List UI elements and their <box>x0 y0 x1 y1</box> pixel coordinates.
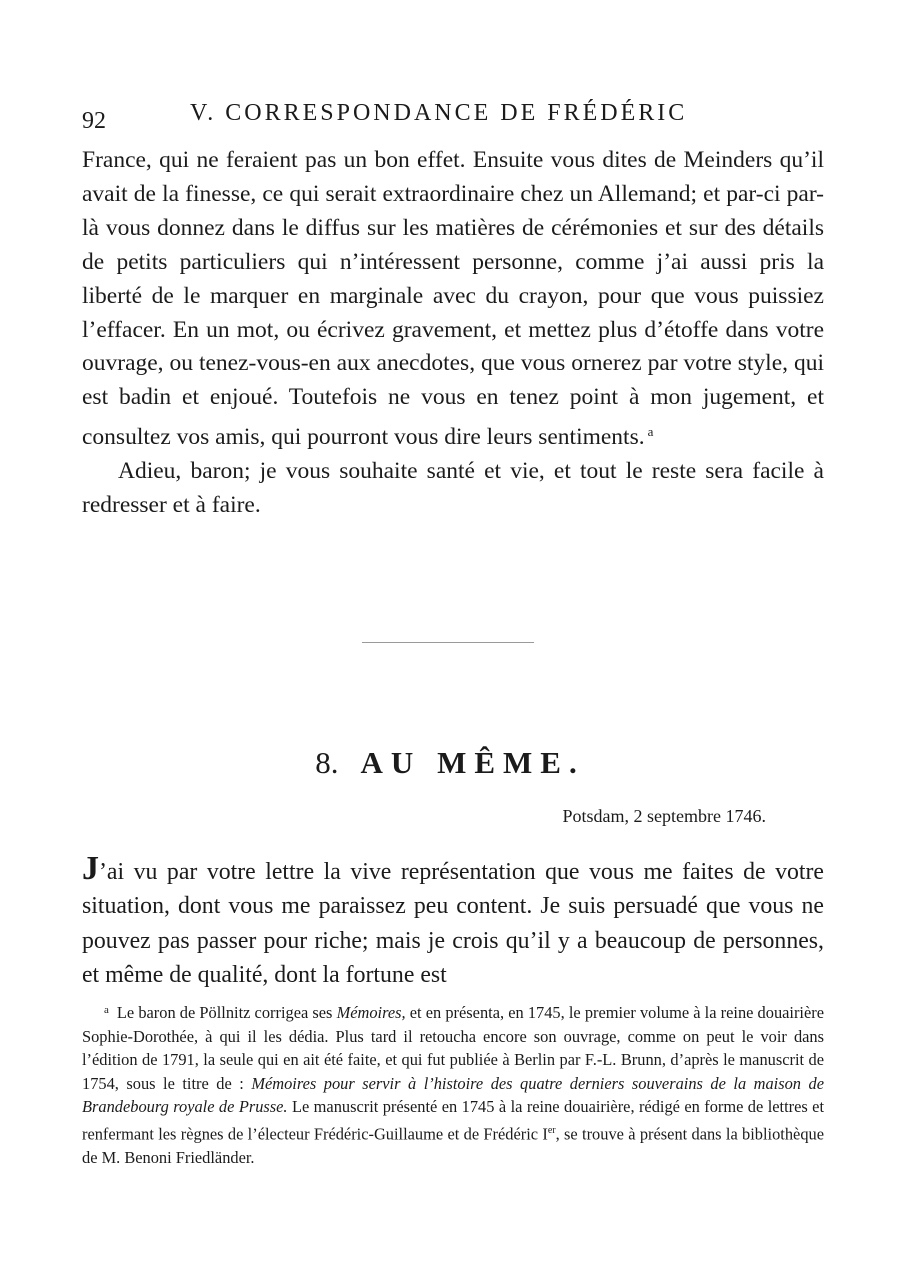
footnote-italic: Mémoires, <box>336 1003 406 1022</box>
letter-number: 8. <box>315 745 339 780</box>
letter-heading <box>0 745 900 781</box>
previous-letter-text <box>82 144 824 523</box>
letter-dateline: Potsdam, 2 septembre 1746. <box>562 806 766 826</box>
page-number: 92 <box>82 108 106 134</box>
footnote-text: Le baron de Pöllnitz corrigea ses <box>116 1003 337 1022</box>
paragraph-text: Adieu, baron; je vous souhaite santé et vie, et tout le reste sera facile à redresser et à faire. <box>82 458 824 519</box>
footnote-marker: a <box>104 1004 109 1016</box>
footnote <box>82 999 824 1170</box>
running-head <box>82 98 822 134</box>
footnote-reference: a <box>647 424 654 440</box>
paragraph <box>82 455 824 523</box>
letter-body <box>82 852 824 992</box>
letter-body-text: ’ai vu par votre lettre la vive représentation que vous me faites de votre situation, dont vous me paraissez peu content. Je suis persuadé que vous ne pouvez pas passer pour riche; mais je crois qu’il y a beaucoup de personnes, et même de qualité, dont la fortune est <box>82 859 824 988</box>
footnote-text: et en présenta, en 1745, le premier volume à la reine douairière Sophie-Dorothée, à qui il les dédia. Plus tard il retoucha encore son ouvrage, comme on peut le voir dans l’édition de 1791, la seule qui en ait été faite, et qui fut publiée à Berlin par F.-L. Brunn, d’après le manuscrit de 1754, sous le titre de : <box>82 1003 824 1093</box>
drop-cap: J <box>82 850 99 887</box>
paragraph <box>82 144 824 455</box>
footnote-superscript: er <box>547 1124 556 1136</box>
running-title: V. CORRESPONDANCE DE FRÉDÉRIC <box>190 100 688 126</box>
footnote-italic: Mémoires pour servir à l’histoire des quatre derniers souverains de la maison de Brandebourg royale de Prusse. <box>82 1073 824 1117</box>
footnote-text: , se trouve à présent dans la bibliothèque de M. Benoni Friedländer. <box>82 1124 824 1168</box>
footnote-text: Le manuscrit présenté en 1745 à la reine douairière, rédigé en forme de lettres et renfermant les règnes de l’électeur Frédéric-Guillaume et de Frédéric I <box>82 1097 824 1144</box>
section-divider <box>362 642 534 643</box>
paragraph-text: France, qui ne feraient pas un bon effet. Ensuite vous dites de Meinders qu’il avait de la finesse, ce qui serait extraordinaire chez un Allemand; et par-ci par-là vous donnez dans le diffus sur les matières de cérémonies et sur des détails de petits particuliers qui n’intéressent personne, comme j’ai aussi pris la liberté de le marquer en marginale avec du crayon, pour que vous puissiez l’effacer. En un mot, ou écrivez gravement, et mettez plus d’étoffe dans votre ouvrage, ou tenez-vous-en aux anecdotes, que vous ornerez par votre style, qui est badin et enjoué. Toutefois ne vous en tenez point à mon jugement, et consultez vos amis, qui pourront vous dire leurs sentiments. <box>82 147 824 451</box>
letter-title: AU MÊME. <box>360 745 585 780</box>
